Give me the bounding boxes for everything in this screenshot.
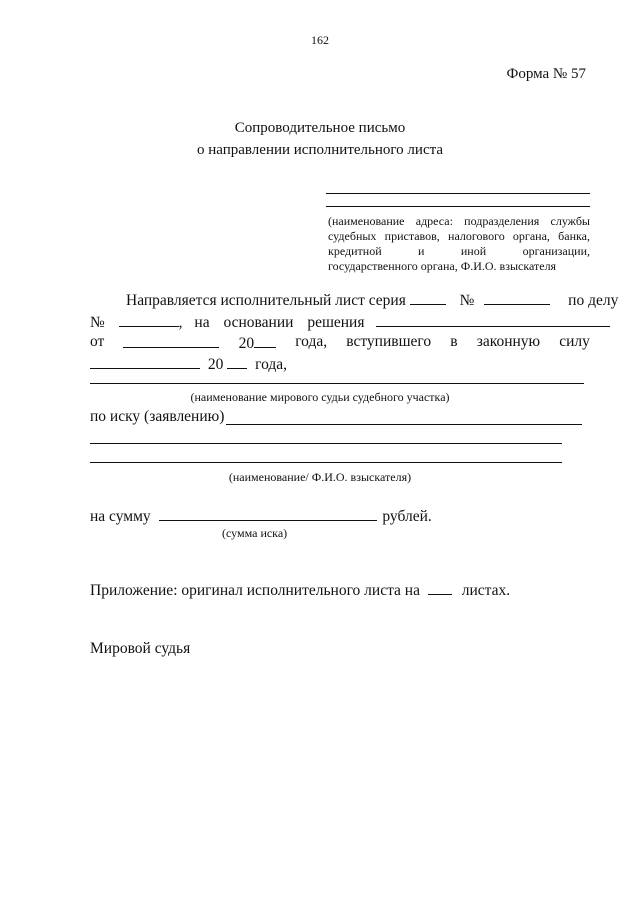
address-note: [328, 214, 590, 274]
page-number: 162: [311, 33, 329, 47]
address-line-2[interactable]: [326, 206, 590, 207]
judge-note: (наименование мирового судьи судебного участка): [190, 390, 450, 404]
sheet-number-field[interactable]: [484, 290, 550, 305]
series-field[interactable]: [410, 290, 446, 305]
form-number: Форма № 57: [506, 66, 586, 82]
claim-field-3[interactable]: [90, 462, 562, 463]
address-line-1[interactable]: [326, 193, 590, 194]
address-note-line: государственного органа, Ф.И.О. взыскателя: [328, 259, 557, 273]
date-field[interactable]: [123, 333, 219, 348]
year-field[interactable]: [254, 333, 276, 348]
address-note-line: (наименование адреса: подразделения службы: [328, 214, 590, 228]
decision-field[interactable]: [376, 312, 610, 327]
body-line-2: № , на основании решения: [90, 312, 590, 332]
sum-field[interactable]: [159, 506, 377, 521]
signature-label: Мировой судья: [90, 640, 191, 657]
claim-field-1[interactable]: [226, 424, 582, 425]
sum-line: на сумму рублей.: [90, 508, 432, 525]
body-line-3: от 20 года, вступившего в законную силу: [90, 333, 590, 352]
sheet-count-field[interactable]: [428, 580, 452, 595]
body-line-4: 20 года,: [90, 354, 287, 374]
document-title: Сопроводительное письмо: [234, 120, 406, 136]
sum-note: (сумма иска): [222, 526, 288, 540]
judge-field[interactable]: [90, 383, 584, 384]
claimant-note: (наименование/ Ф.И.О. взыскателя): [228, 470, 412, 484]
effective-date-field[interactable]: [90, 354, 200, 369]
address-note-line: кредитной и иной организации,: [328, 244, 590, 258]
effective-year-field[interactable]: [227, 354, 247, 369]
body-line-1: Направляется исполнительный лист серия № по делу: [126, 292, 619, 309]
attachment-line: Приложение: оригинал исполнительного листа на листах.: [90, 582, 511, 599]
document-subtitle: о направлении исполнительного листа: [197, 142, 443, 158]
case-number-field[interactable]: [119, 312, 179, 327]
address-note-line: судебных приставов, налогового органа, банка,: [328, 229, 590, 243]
claim-label: по иску (заявлению): [90, 408, 225, 425]
claim-field-2[interactable]: [90, 443, 562, 444]
